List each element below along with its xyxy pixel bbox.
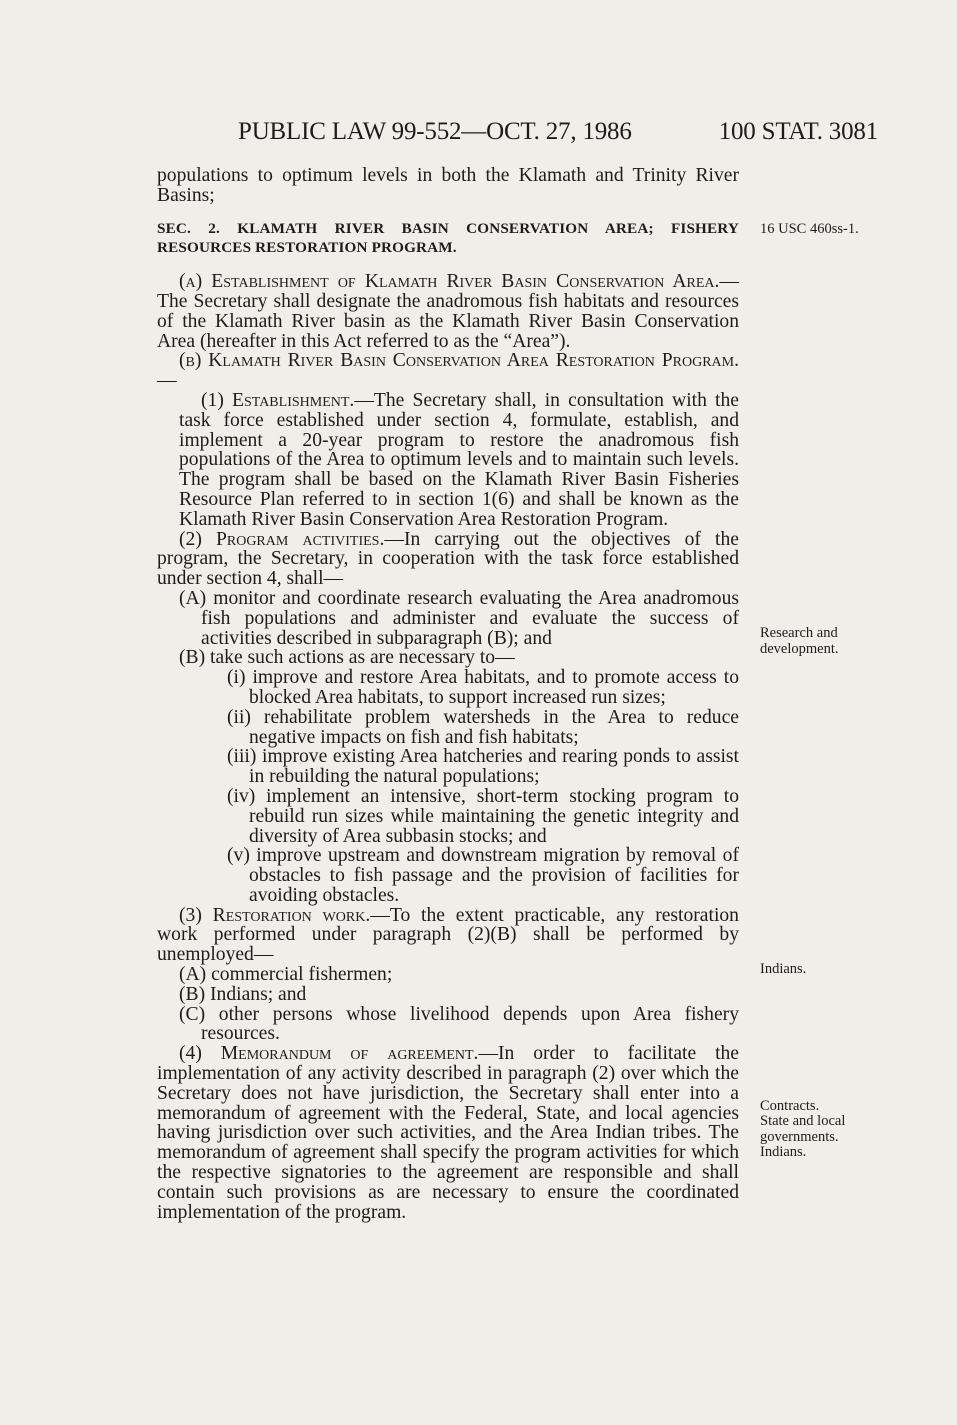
clause-i: (i) improve and restore Area habitats, and to promote access to blocked Area habitats, to support increased run sizes;: [227, 667, 739, 708]
margin-note-contracts: Contracts.: [760, 1098, 820, 1114]
clause-iv: (iv) implement an intensive, short-term stocking program to rebuild run sizes while maintaining the genetic integrity and diversity of Area subbasin stocks; and: [227, 785, 739, 847]
subsection-a-label: (a) Establishment of Klamath River Basin Conservation Area.: [179, 271, 720, 293]
subparagraph-2b: (B) take such actions as are necessary to—: [179, 647, 515, 669]
margin-note-research: Research and development.: [760, 625, 839, 657]
subparagraph-3c: (C) other persons whose livelihood depends upon Area fishery resources.: [179, 1003, 739, 1045]
paragraph-1-label: (1) Establishment.: [201, 389, 355, 411]
paragraph-2-label: (2) Program activities.: [179, 528, 385, 550]
paragraph-4: [157, 1044, 739, 1222]
margin-note-usc: 16 USC 460ss-1.: [760, 221, 859, 237]
header-title: PUBLIC LAW 99-552—OCT. 27, 1986: [238, 118, 632, 145]
paragraph-1-text: —The Secretary shall, in consultation with the task force established under section 4, formulate, establish, and implement a 20-year program to restore the anadromous fish populations of the Area to optimum levels and to maintain such levels. The program shall be based on the Klamath River Basin Fisheries Resource Plan referred to in section 1(6) and shall be known as the Klamath River Basin Conservation Area Restoration Program.: [179, 389, 739, 530]
paragraph-2-text: —In carrying out the objectives of the program, the Secretary, in cooperation with the task force established under section 4, shall—: [157, 528, 739, 590]
subparagraph-3b: (B) Indians; and: [179, 983, 307, 1005]
paragraph-1: [157, 391, 739, 530]
paragraph-4-label: (4) Memorandum of agreement.: [179, 1043, 479, 1065]
document-body: [157, 166, 739, 1222]
section-heading: SEC. 2. KLAMATH RIVER BASIN CONSERVATION AREA; FISHERY RESOURCES RESTORATION PROGRAM.: [157, 219, 739, 257]
paragraph-4-text: —In order to facilitate the implementation of any activity described in paragraph (2) over which the Secretary does not have jurisdiction, the Secretary shall enter into a memorandum of agreement with the Federal, State, and local agencies having jurisdiction over such activities, and the Area Indian tribes. The memorandum of agreement shall specify the program activities for which the respective signatories to the agreement are responsible and shall contain such provisions as are necessary to ensure the coordinated implementation of the program.: [157, 1043, 740, 1223]
paragraph-3-label: (3) Restoration work.: [179, 904, 371, 926]
subsection-b: [157, 351, 739, 391]
margin-note-indians-2: Indians.: [760, 1144, 807, 1160]
subsection-a-text: —The Secretary shall designate the anadromous fish habitats and resources of the Klamath River basin as the Klamath River Basin Conservation Area (hereafter in this Act referred to as the “Area”).: [157, 271, 739, 352]
subparagraph-2a: (A) monitor and coordinate research evaluating the Area anadromous fish populations and administer and evaluate the success of activities described in subparagraph (B); and: [179, 587, 739, 649]
paragraph-3-text: —To the extent practicable, any restoration work performed under paragraph (2)(B) shall be performed by unemployed—: [157, 904, 739, 966]
clause-iii: (iii) improve existing Area hatcheries and rearing ponds to assist in rebuilding the natural populations;: [227, 746, 739, 788]
paragraph-3: [157, 906, 739, 965]
subsection-b-text: —: [157, 370, 177, 392]
clause-v: (v) improve upstream and downstream migration by removal of obstacles to fish passage and the provision of facilities for avoiding obstacles.: [227, 845, 739, 906]
page-header: [238, 118, 878, 146]
subsection-b-label: (b) Klamath River Basin Conservation Area Restoration Program.: [179, 350, 739, 372]
subsection-a: [157, 272, 739, 351]
paragraph-2: [157, 530, 739, 589]
header-stat: 100 STAT. 3081: [718, 118, 878, 145]
margin-note-state: State and local governments.: [760, 1113, 846, 1145]
margin-note-indians: Indians.: [760, 961, 807, 977]
clause-ii: (ii) rehabilitate problem watersheds in the Area to reduce negative impacts on fish and fish habitats;: [227, 706, 739, 748]
subparagraph-3a: (A) commercial fishermen;: [179, 964, 393, 986]
intro-paragraph: populations to optimum levels in both the Klamath and Trinity River Basins;: [157, 165, 739, 206]
